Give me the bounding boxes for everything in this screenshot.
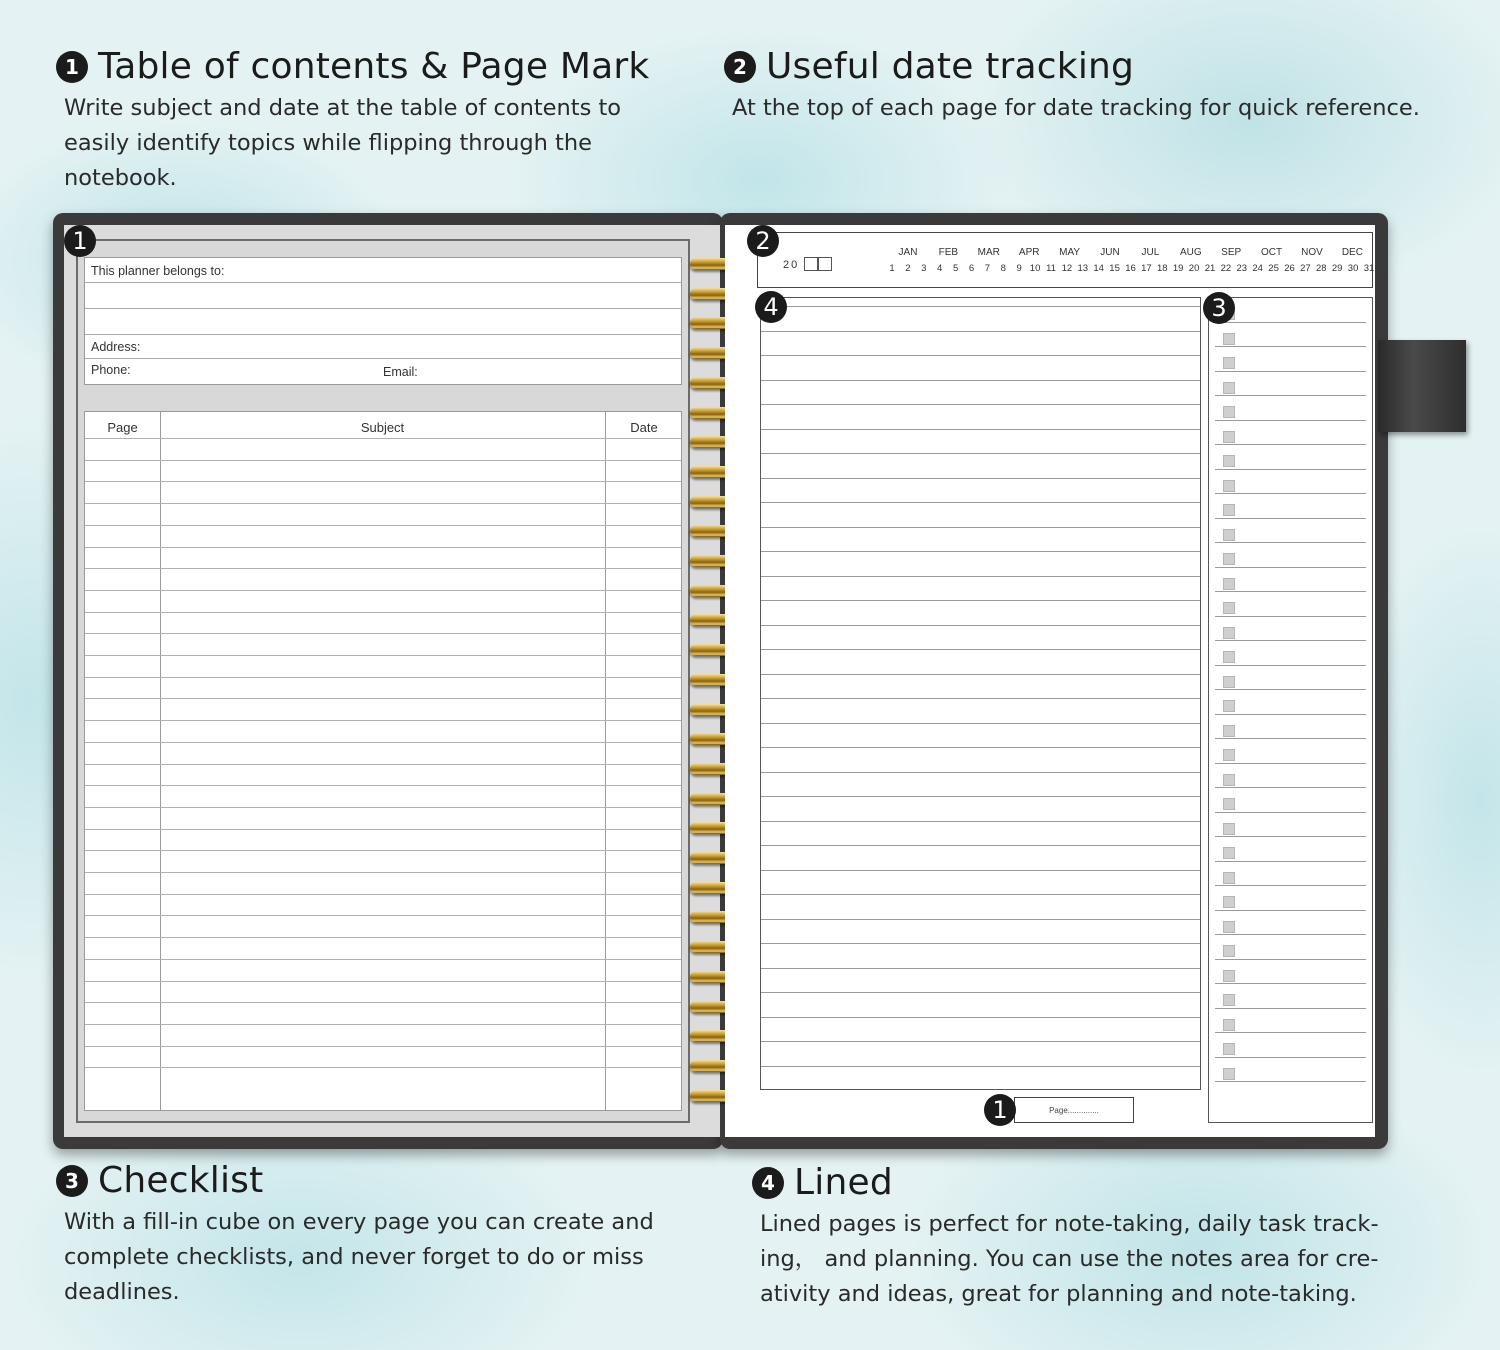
checkbox-cube[interactable]	[1223, 406, 1235, 418]
checklist-row	[1215, 739, 1366, 764]
pagemark-badge: 1	[984, 1094, 1016, 1126]
checklist-badge: 3	[1203, 292, 1235, 324]
note-line	[761, 551, 1200, 552]
toc-row	[85, 525, 681, 526]
feature-checklist	[56, 1160, 696, 1310]
checkbox-cube[interactable]	[1223, 970, 1235, 982]
note-line	[761, 355, 1200, 356]
day-label: 22	[1220, 263, 1232, 274]
checklist-row	[1215, 641, 1366, 666]
checkbox-cube[interactable]	[1223, 529, 1235, 541]
elastic-band-tab	[1378, 340, 1466, 432]
lined-notes-area	[760, 297, 1201, 1090]
day-label: 10	[1029, 263, 1041, 274]
note-line	[761, 1017, 1200, 1018]
toc-row	[85, 1002, 681, 1003]
checkbox-cube[interactable]	[1223, 578, 1235, 590]
note-line	[761, 527, 1200, 528]
day-label: 18	[1157, 263, 1168, 274]
page-number-label: Page..............	[1049, 1105, 1099, 1115]
checklist-row	[1215, 396, 1366, 421]
toc-row	[85, 503, 681, 504]
toc-row	[85, 872, 681, 873]
checkbox-cube[interactable]	[1223, 553, 1235, 565]
month-label: AUG	[1179, 247, 1202, 258]
note-line	[761, 747, 1200, 748]
toc-row	[85, 677, 681, 678]
note-line	[761, 625, 1200, 626]
feature-checklist-desc	[64, 1205, 696, 1310]
toc-col-divider	[160, 412, 161, 1110]
feature-toc-line: Write subject and date at the table of contents to	[64, 95, 622, 121]
checkbox-cube[interactable]	[1223, 774, 1235, 786]
day-label: 7	[984, 263, 991, 274]
toc-row	[85, 915, 681, 916]
feature-checklist-number: 3	[56, 1165, 88, 1197]
checkbox-cube[interactable]	[1223, 504, 1235, 516]
checklist-row	[1215, 372, 1366, 397]
note-line	[761, 453, 1200, 454]
day-label: 20	[1188, 263, 1200, 274]
feature-date-title: Useful date tracking	[766, 46, 1135, 87]
day-label: 9	[1016, 263, 1022, 274]
toc-row	[85, 612, 681, 613]
owner-label: This planner belongs to:	[91, 264, 225, 278]
checkbox-cube[interactable]	[1223, 676, 1235, 688]
lined-badge: 4	[755, 291, 787, 323]
feature-lined-heading	[752, 1162, 1452, 1203]
toc-header-page: Page	[107, 420, 138, 435]
toc-row	[85, 764, 681, 765]
checkbox-cube[interactable]	[1223, 725, 1235, 737]
feature-toc-title: Table of contents & Page Mark	[98, 46, 650, 87]
checkbox-cube[interactable]	[1223, 921, 1235, 933]
checklist-row	[1215, 886, 1366, 911]
day-label: 1	[889, 263, 895, 274]
phone-label: Phone:	[91, 363, 131, 377]
feature-lined-title: Lined	[794, 1162, 893, 1203]
note-line	[761, 649, 1200, 650]
feature-toc-heading	[56, 46, 676, 87]
month-label: OCT	[1261, 247, 1283, 258]
day-label: 29	[1331, 263, 1343, 274]
feature-lined-line: Lined pages is perfect for note-taking, daily task track-	[760, 1211, 1379, 1237]
toc-table	[84, 411, 682, 1111]
note-line	[761, 821, 1200, 822]
checkbox-cube[interactable]	[1223, 1043, 1235, 1055]
note-line	[761, 429, 1200, 430]
checklist-row	[1215, 470, 1366, 495]
checkbox-cube[interactable]	[1223, 627, 1235, 639]
day-label: 17	[1141, 263, 1152, 274]
month-label: APR	[1018, 247, 1040, 258]
day-label: 28	[1316, 263, 1327, 274]
year-digit-box	[804, 257, 818, 271]
day-label: 31	[1363, 263, 1375, 274]
note-line	[761, 968, 1200, 969]
date-badge: 2	[747, 225, 779, 257]
owner-line	[85, 308, 681, 309]
day-label: 11	[1046, 263, 1056, 274]
checklist-row	[1215, 690, 1366, 715]
note-line	[761, 576, 1200, 577]
note-line	[761, 698, 1200, 699]
checklist-column	[1208, 297, 1373, 1123]
toc-row	[85, 1067, 681, 1068]
checklist-row	[1215, 298, 1366, 323]
feature-toc-desc	[64, 91, 676, 196]
checklist-row	[1215, 519, 1366, 544]
day-label: 6	[968, 263, 975, 274]
month-label: SEP	[1221, 247, 1242, 258]
email-label: Email:	[383, 365, 418, 379]
day-label: 5	[952, 263, 959, 274]
note-line	[761, 845, 1200, 846]
checklist-row	[1215, 764, 1366, 789]
toc-row	[85, 937, 681, 938]
note-line	[761, 306, 1200, 307]
checkbox-cube[interactable]	[1223, 823, 1235, 835]
feature-date-line: At the top of each page for date tracking for quick reference.	[732, 95, 1420, 121]
checkbox-cube[interactable]	[1223, 357, 1235, 369]
checkbox-cube[interactable]	[1223, 1068, 1235, 1080]
owner-info-box	[84, 257, 682, 385]
checkbox-cube[interactable]	[1223, 896, 1235, 908]
feature-lined	[752, 1162, 1452, 1312]
day-label: 26	[1284, 263, 1295, 274]
owner-line	[85, 358, 681, 359]
checkbox-cube[interactable]	[1223, 798, 1235, 810]
day-label: 2	[905, 263, 911, 274]
month-label: JAN	[898, 247, 918, 258]
feature-date-number: 2	[724, 51, 756, 83]
checkbox-cube[interactable]	[1223, 700, 1235, 712]
day-label: 12	[1061, 263, 1073, 274]
feature-toc	[56, 46, 676, 196]
toc-row	[85, 1024, 681, 1025]
feature-toc-number: 1	[56, 51, 88, 83]
year-prefix: 20	[783, 259, 800, 271]
toc-row	[85, 590, 681, 591]
checklist-row	[1215, 837, 1366, 862]
note-line	[761, 894, 1200, 895]
checklist-row	[1215, 347, 1366, 372]
checkbox-cube[interactable]	[1223, 872, 1235, 884]
month-label: JUL	[1141, 247, 1160, 258]
toc-row	[85, 655, 681, 656]
toc-row	[85, 981, 681, 982]
checklist-row	[1215, 788, 1366, 813]
toc-row	[85, 959, 681, 960]
month-label: FEB	[938, 247, 959, 258]
toc-row	[85, 460, 681, 461]
note-line	[761, 600, 1200, 601]
checklist-row	[1215, 617, 1366, 642]
toc-header-subject: Subject	[360, 420, 405, 435]
toc-row	[85, 568, 681, 569]
toc-row	[85, 850, 681, 851]
checklist-row	[1215, 813, 1366, 838]
left-page	[64, 225, 720, 1137]
checklist-row	[1215, 862, 1366, 887]
feature-lined-line: ing， and planning. You can use the notes area for cre-	[760, 1246, 1379, 1272]
day-label: 24	[1252, 263, 1263, 274]
toc-row	[85, 633, 681, 634]
checklist-row	[1215, 421, 1366, 446]
checkbox-cube[interactable]	[1223, 480, 1235, 492]
checkbox-cube[interactable]	[1223, 455, 1235, 467]
note-line	[761, 380, 1200, 381]
day-label: 27	[1300, 263, 1311, 274]
checklist-row	[1215, 568, 1366, 593]
toc-row	[85, 698, 681, 699]
day-label: 25	[1268, 263, 1279, 274]
checklist-row	[1215, 1009, 1366, 1034]
checkbox-cube[interactable]	[1223, 431, 1235, 443]
feature-checklist-line: complete checklists, and never forget to do or miss	[64, 1244, 644, 1270]
note-line	[761, 772, 1200, 773]
feature-lined-number: 4	[752, 1167, 784, 1199]
note-line	[761, 478, 1200, 479]
right-page	[725, 225, 1375, 1137]
toc-row	[85, 807, 681, 808]
feature-checklist-line: deadlines.	[64, 1279, 180, 1305]
day-label: 3	[921, 263, 927, 274]
checkbox-cube[interactable]	[1223, 749, 1235, 761]
address-label: Address:	[91, 340, 141, 354]
note-line	[761, 1066, 1200, 1067]
date-tracker	[757, 232, 1373, 288]
note-line	[761, 674, 1200, 675]
checkbox-cube[interactable]	[1223, 1019, 1235, 1031]
day-label: 4	[937, 263, 943, 274]
feature-toc-line: notebook.	[64, 165, 177, 191]
checklist-row	[1215, 592, 1366, 617]
note-line	[761, 502, 1200, 503]
checklist-row	[1215, 911, 1366, 936]
note-line	[761, 870, 1200, 871]
month-label: MAY	[1059, 247, 1081, 258]
checklist-row	[1215, 666, 1366, 691]
feature-lined-desc	[760, 1207, 1452, 1312]
year-digit-box	[818, 257, 832, 271]
checkbox-cube[interactable]	[1223, 382, 1235, 394]
note-line	[761, 331, 1200, 332]
checkbox-cube[interactable]	[1223, 602, 1235, 614]
note-line	[761, 723, 1200, 724]
checklist-row	[1215, 1058, 1366, 1083]
feature-date-heading	[724, 46, 1484, 87]
checkbox-cube[interactable]	[1223, 847, 1235, 859]
checkbox-cube[interactable]	[1223, 994, 1235, 1006]
checklist-row	[1215, 715, 1366, 740]
note-line	[761, 919, 1200, 920]
page-number-box	[1014, 1097, 1134, 1123]
day-label: 30	[1347, 263, 1359, 274]
toc-row	[85, 438, 681, 439]
day-label: 19	[1172, 263, 1184, 274]
checklist-row	[1215, 323, 1366, 348]
feature-date	[724, 46, 1484, 126]
day-label: 21	[1204, 263, 1216, 274]
day-label: 16	[1125, 263, 1136, 274]
checklist-row	[1215, 960, 1366, 985]
checklist-row	[1215, 543, 1366, 568]
feature-checklist-title: Checklist	[98, 1160, 264, 1201]
feature-checklist-heading	[56, 1160, 696, 1201]
toc-row	[85, 829, 681, 830]
toc-row	[85, 1046, 681, 1047]
day-label: 13	[1077, 263, 1089, 274]
toc-badge: 1	[64, 225, 96, 257]
toc-row	[85, 481, 681, 482]
toc-row	[85, 742, 681, 743]
checkbox-cube[interactable]	[1223, 333, 1235, 345]
owner-line	[85, 282, 681, 283]
note-line	[761, 992, 1200, 993]
day-label: 23	[1236, 263, 1248, 274]
feature-toc-line: easily identify topics while flipping through the	[64, 130, 592, 156]
checklist-row	[1215, 1033, 1366, 1058]
feature-checklist-line: With a fill-in cube on every page you can create and	[64, 1209, 654, 1235]
toc-page-frame	[76, 239, 690, 1123]
toc-row	[85, 720, 681, 721]
month-label: NOV	[1301, 247, 1323, 258]
note-line	[761, 1041, 1200, 1042]
day-label: 15	[1109, 263, 1120, 274]
feature-date-desc	[732, 91, 1484, 126]
toc-row	[85, 785, 681, 786]
month-label: MAR	[977, 247, 1000, 258]
toc-row	[85, 894, 681, 895]
month-label: DEC	[1341, 247, 1363, 258]
feature-lined-line: ativity and ideas, great for planning and note-taking.	[760, 1281, 1357, 1307]
toc-header-date: Date	[630, 420, 658, 435]
note-line	[761, 943, 1200, 944]
month-label: JUN	[1100, 247, 1120, 258]
note-line	[761, 796, 1200, 797]
day-label: 14	[1093, 263, 1104, 274]
note-line	[761, 404, 1200, 405]
checklist-row	[1215, 494, 1366, 519]
checklist-row	[1215, 445, 1366, 470]
checkbox-cube[interactable]	[1223, 945, 1235, 957]
checklist-row	[1215, 935, 1366, 960]
toc-col-divider	[605, 412, 606, 1110]
toc-row	[85, 547, 681, 548]
checkbox-cube[interactable]	[1223, 651, 1235, 663]
day-label: 8	[1000, 263, 1006, 274]
checklist-row	[1215, 984, 1366, 1009]
owner-line	[85, 334, 681, 335]
